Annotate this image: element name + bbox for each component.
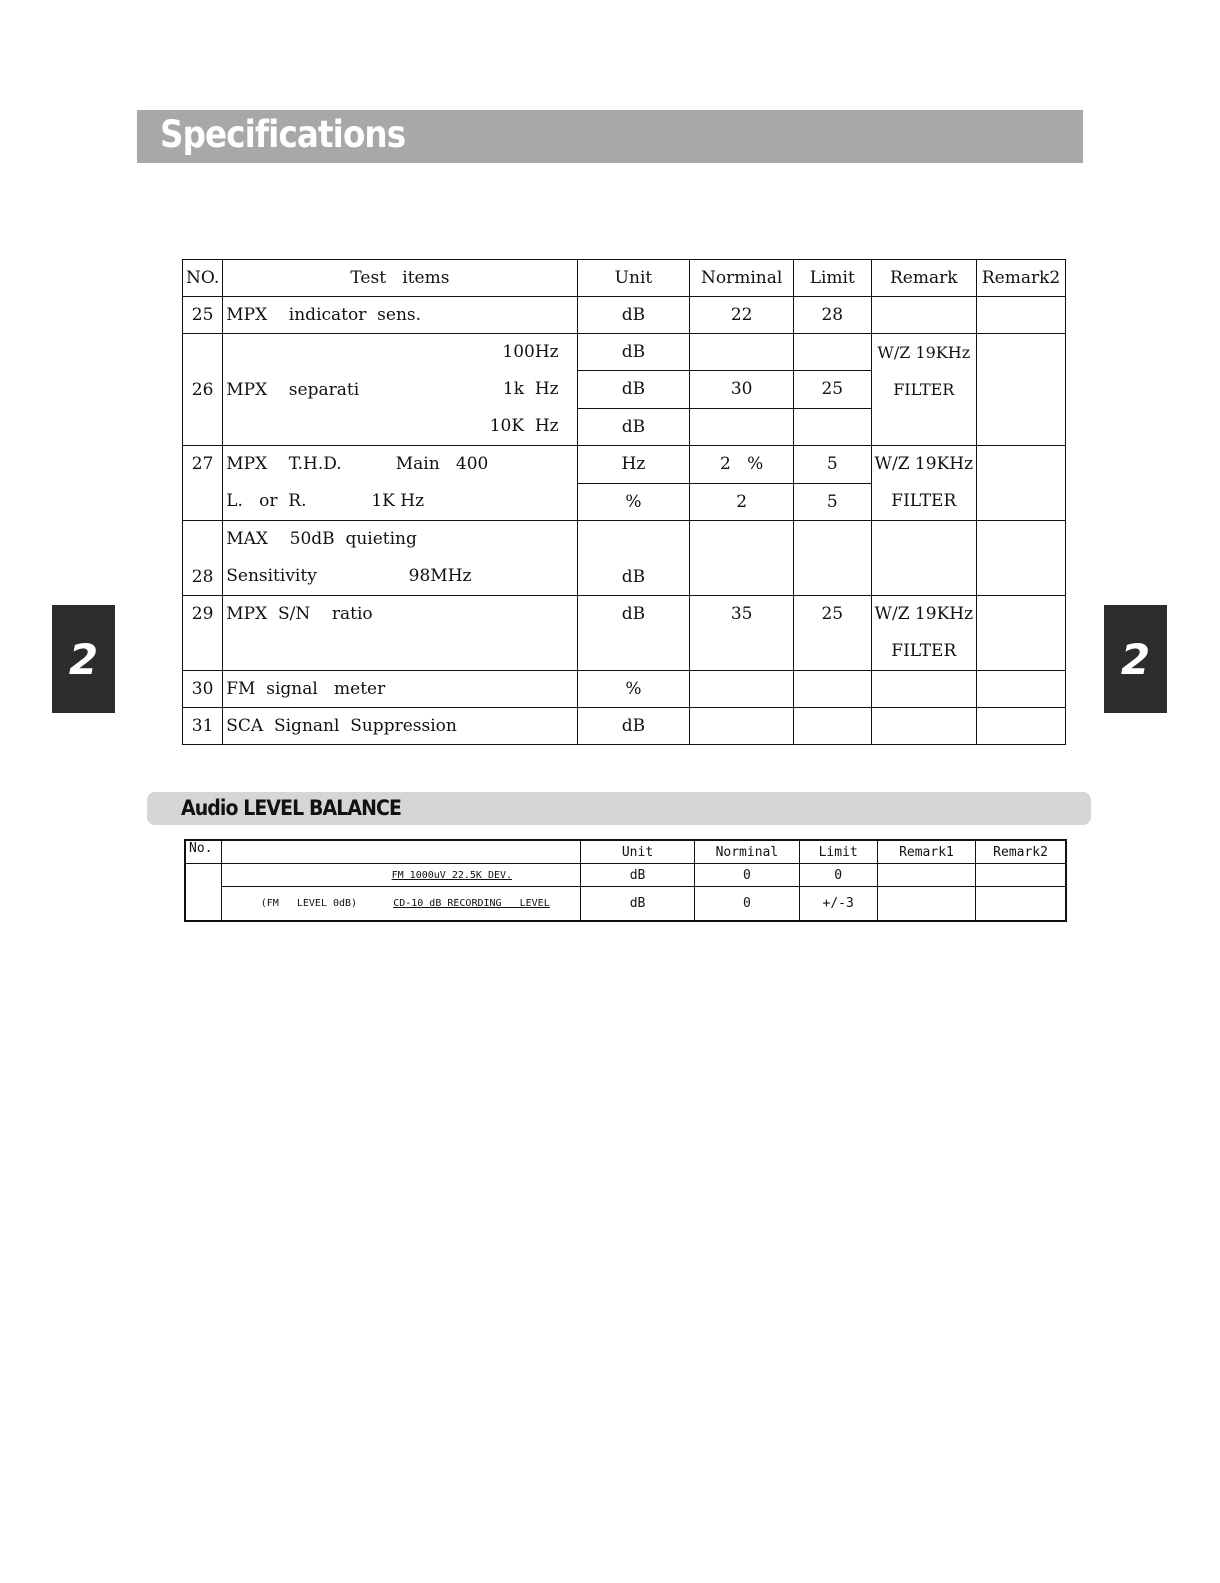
header-unit: Unit xyxy=(580,840,694,864)
nominal-cell: 2 xyxy=(690,483,794,521)
test-item xyxy=(223,446,577,521)
remark-cell xyxy=(871,521,977,596)
limit-cell xyxy=(794,408,872,445)
unit-cell: dB xyxy=(577,297,690,334)
specifications-table xyxy=(182,259,1066,745)
remark-cell xyxy=(871,671,977,708)
test-item-line: Sensitivity 98MHz xyxy=(226,566,472,586)
remark-text: W/Z 19KHz xyxy=(877,343,971,362)
limit-cell: 25 xyxy=(794,371,872,408)
audio-section-bar xyxy=(147,792,1091,825)
limit-cell: 5 xyxy=(794,483,872,521)
nominal-cell xyxy=(690,408,794,445)
header-remark2: Remark2 xyxy=(976,840,1066,864)
test-item xyxy=(221,864,580,887)
limit-cell xyxy=(794,671,872,708)
unit-cell: dB xyxy=(577,371,690,408)
limit-cell: 0 xyxy=(799,864,877,887)
test-item xyxy=(223,521,577,596)
audio-level-table xyxy=(184,839,1067,922)
remark-cell xyxy=(871,297,977,334)
unit-cell: dB xyxy=(577,334,690,371)
limit-cell: 28 xyxy=(794,297,872,334)
unit-cell: dB xyxy=(577,521,690,596)
remark-text: FILTER xyxy=(891,491,957,511)
nominal-cell: 30 xyxy=(690,371,794,408)
row-number: 27 xyxy=(183,446,223,521)
remark2-cell xyxy=(977,521,1066,596)
header-remark2: Remark2 xyxy=(977,260,1066,297)
header-no: No. xyxy=(185,840,221,864)
table-row xyxy=(183,671,1066,708)
unit-cell: dB xyxy=(580,887,694,922)
remark-cell xyxy=(877,887,975,922)
row-number: 29 xyxy=(183,596,223,671)
remark2-cell xyxy=(976,864,1066,887)
test-item-line: MPX T.H.D. Main 400 xyxy=(226,454,489,474)
table-header-row xyxy=(183,260,1066,297)
row-number: 25 xyxy=(183,297,223,334)
limit-cell xyxy=(794,521,872,596)
unit-cell: % xyxy=(577,671,690,708)
table-row xyxy=(185,864,1066,887)
header-test-items: Test items xyxy=(223,260,577,297)
nominal-cell: 35 xyxy=(690,596,794,671)
remark-text: W/Z 19KHz xyxy=(874,454,974,474)
limit-cell: 25 xyxy=(794,596,872,671)
test-item: MPX indicator sens. xyxy=(223,297,577,334)
test-item-line: MAX 50dB quieting xyxy=(226,529,417,549)
test-item-text: FM 1000uV 22.5K DEV. xyxy=(391,869,513,881)
test-item-label: MPX separati xyxy=(226,379,360,400)
table-row xyxy=(183,521,1066,596)
test-item xyxy=(223,334,577,446)
nominal-cell: 0 xyxy=(695,887,799,922)
test-item: SCA Signanl Suppression xyxy=(223,708,577,745)
remark2-cell xyxy=(977,446,1066,521)
row-number: 31 xyxy=(183,708,223,745)
chapter-number: 2 xyxy=(68,634,99,684)
test-item-text: CD-10 dB RECORDING LEVEL xyxy=(393,898,550,909)
chapter-tab-left xyxy=(52,605,115,713)
header-unit: Unit xyxy=(577,260,690,297)
remark-cell xyxy=(871,334,977,446)
remark-text: FILTER xyxy=(891,641,957,661)
remark2-cell xyxy=(976,887,1066,922)
limit-cell xyxy=(794,708,872,745)
header-remark1: Remark1 xyxy=(877,840,975,864)
remark-cell xyxy=(871,446,977,521)
remark-text: W/Z 19KHz xyxy=(874,604,974,624)
remark2-cell xyxy=(977,334,1066,446)
header-no: NO. xyxy=(183,260,223,297)
nominal-cell xyxy=(690,708,794,745)
unit-cell: dB xyxy=(577,408,690,445)
chapter-number: 2 xyxy=(1120,634,1151,684)
row-number: 28 xyxy=(183,521,223,596)
row-number: 26 xyxy=(183,334,223,446)
remark-cell xyxy=(877,864,975,887)
unit-cell: % xyxy=(577,483,690,521)
table-row xyxy=(183,297,1066,334)
test-condition: 10K Hz xyxy=(489,416,559,436)
nominal-cell xyxy=(690,334,794,371)
remark-cell xyxy=(871,708,977,745)
limit-cell xyxy=(794,334,872,371)
remark2-cell xyxy=(977,671,1066,708)
test-condition: 1k Hz xyxy=(502,379,559,399)
section-header-bar xyxy=(137,110,1083,163)
nominal-cell xyxy=(690,521,794,596)
table-header-row xyxy=(185,840,1066,864)
header-limit: Limit xyxy=(799,840,877,864)
nominal-cell xyxy=(690,671,794,708)
row-number: 30 xyxy=(183,671,223,708)
table-row xyxy=(183,334,1066,371)
test-item: MPX S/N ratio xyxy=(223,596,577,671)
limit-cell: 5 xyxy=(794,446,872,484)
header-item xyxy=(221,840,580,864)
audio-section-title: Audio LEVEL BALANCE xyxy=(181,796,401,820)
remark2-cell xyxy=(977,708,1066,745)
nominal-cell: 2 % xyxy=(690,446,794,484)
remark-text: FILTER xyxy=(893,380,955,399)
unit-cell: dB xyxy=(580,864,694,887)
table-row xyxy=(183,446,1066,484)
header-remark: Remark xyxy=(871,260,977,297)
remark2-cell xyxy=(977,297,1066,334)
test-item xyxy=(221,887,580,922)
unit-cell: Hz xyxy=(577,446,690,484)
limit-cell: +/-3 xyxy=(799,887,877,922)
nominal-cell: 22 xyxy=(690,297,794,334)
unit-cell: dB xyxy=(577,596,690,671)
table-row xyxy=(183,708,1066,745)
unit-cell: dB xyxy=(577,708,690,745)
table-row xyxy=(183,596,1066,671)
row-number xyxy=(185,864,221,922)
nominal-cell: 0 xyxy=(695,864,799,887)
test-item-line: L. or R. 1K Hz xyxy=(226,491,425,511)
header-nominal: Norminal xyxy=(695,840,799,864)
header-nominal: Norminal xyxy=(690,260,794,297)
header-limit: Limit xyxy=(794,260,872,297)
test-item-prefix: (FM LEVEL 0dB) xyxy=(260,898,358,909)
table-row xyxy=(185,887,1066,922)
test-condition: 100Hz xyxy=(502,342,559,362)
remark2-cell xyxy=(977,596,1066,671)
remark-cell xyxy=(871,596,977,671)
chapter-tab-right xyxy=(1104,605,1167,713)
test-item: FM signal meter xyxy=(223,671,577,708)
page-title: Specifications xyxy=(160,113,406,156)
